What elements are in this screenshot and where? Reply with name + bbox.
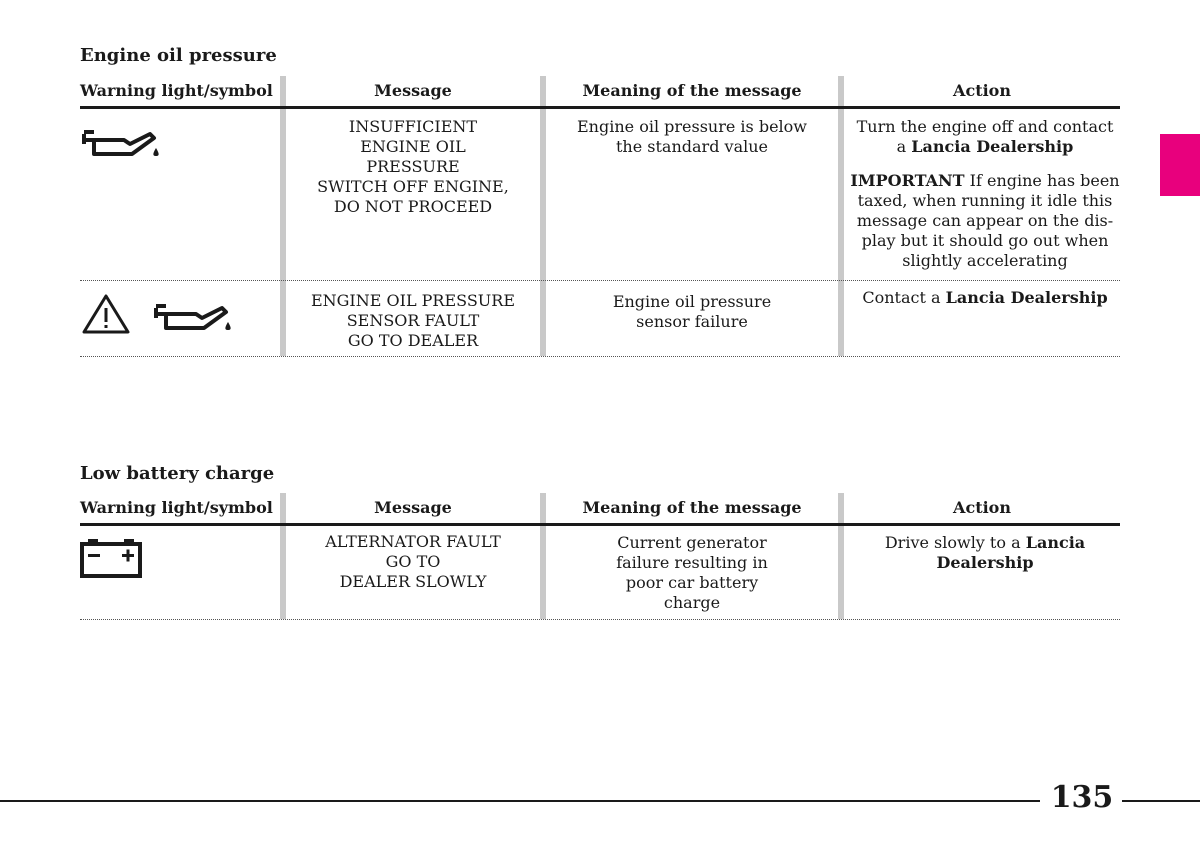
message-line: DO NOT PROCEED [333, 197, 493, 216]
action-line [844, 137, 1126, 157]
dealership-name: Dealership [936, 553, 1034, 572]
action-line: Turn the engine off and contact [856, 117, 1114, 136]
message-line: GO TO DEALER [347, 331, 479, 350]
meaning-line: Engine oil pressure is below [576, 117, 807, 136]
message-line: ALTERNATOR FAULT [325, 532, 501, 551]
important-line [844, 171, 1126, 191]
table-oil-pressure [80, 76, 1120, 358]
meaning-cell [546, 117, 838, 157]
battery-icon [80, 537, 144, 579]
footer-rule [0, 800, 1040, 802]
meaning-line: failure resulting in [616, 553, 768, 572]
important-note [844, 171, 1126, 271]
column-header-symbol: Warning light/symbol [80, 498, 273, 517]
table-low-battery [80, 493, 1120, 623]
message-line: SENSOR FAULT [346, 311, 480, 330]
message-cell [286, 117, 540, 217]
column-header-action: Action [953, 81, 1011, 100]
row-divider [80, 280, 1120, 281]
page-number: 135 [1050, 780, 1114, 815]
meaning-line: Current generator [617, 533, 767, 552]
section-title-oil-pressure: Engine oil pressure [80, 45, 277, 66]
important-line: message can appear on the dis- [856, 211, 1114, 230]
action-line [844, 553, 1126, 573]
warning-triangle-icon [80, 292, 132, 336]
action-line [844, 288, 1126, 308]
column-header-message: Message [374, 81, 452, 100]
column-header-message: Message [374, 498, 452, 517]
row-divider [80, 619, 1120, 620]
oil-can-icon [152, 300, 234, 336]
action-line [844, 533, 1126, 553]
action-text: a [896, 137, 912, 156]
action-text: Drive slowly to a [884, 533, 1026, 552]
action-cell [844, 288, 1126, 308]
dealership-name: Lancia Dealership [911, 137, 1074, 156]
footer-rule [1122, 800, 1200, 802]
meaning-line: Engine oil pressure [612, 292, 772, 311]
action-text: Contact a [862, 288, 946, 307]
header-rule [80, 523, 1120, 526]
oil-can-icon [80, 126, 162, 162]
important-line: play but it should go out when [861, 231, 1109, 250]
row-divider [80, 356, 1120, 357]
important-text: If engine has been [964, 171, 1120, 190]
header-rule [80, 106, 1120, 109]
message-line: GO TO [385, 552, 441, 571]
meaning-line: charge [663, 593, 721, 612]
meaning-line: the standard value [616, 137, 768, 156]
message-cell [286, 291, 540, 351]
message-line: SWITCH OFF ENGINE, [317, 177, 509, 196]
meaning-line: poor car battery [625, 573, 759, 592]
message-line: INSUFFICIENT [348, 117, 478, 136]
column-header-symbol: Warning light/symbol [80, 81, 273, 100]
important-label: IMPORTANT [850, 171, 965, 190]
message-line: PRESSURE [366, 157, 460, 176]
message-cell [286, 532, 540, 592]
important-line: taxed, when running it idle this [857, 191, 1113, 210]
section-tab-marker [1160, 134, 1200, 196]
column-header-meaning: Meaning of the message [582, 498, 802, 517]
column-header-action: Action [953, 498, 1011, 517]
meaning-cell [546, 292, 838, 332]
message-line: DEALER SLOWLY [339, 572, 487, 591]
message-line: ENGINE OIL PRESSURE [310, 291, 516, 310]
important-line: slightly accelerating [902, 251, 1068, 270]
meaning-cell [546, 533, 838, 613]
message-line: ENGINE OIL [360, 137, 466, 156]
action-cell [844, 117, 1126, 271]
section-title-low-battery: Low battery charge [80, 463, 275, 484]
dealership-name: Lancia Dealership [945, 288, 1108, 307]
dealership-name: Lancia [1025, 533, 1086, 552]
action-cell [844, 533, 1126, 573]
column-header-meaning: Meaning of the message [582, 81, 802, 100]
meaning-line: sensor failure [636, 312, 748, 331]
